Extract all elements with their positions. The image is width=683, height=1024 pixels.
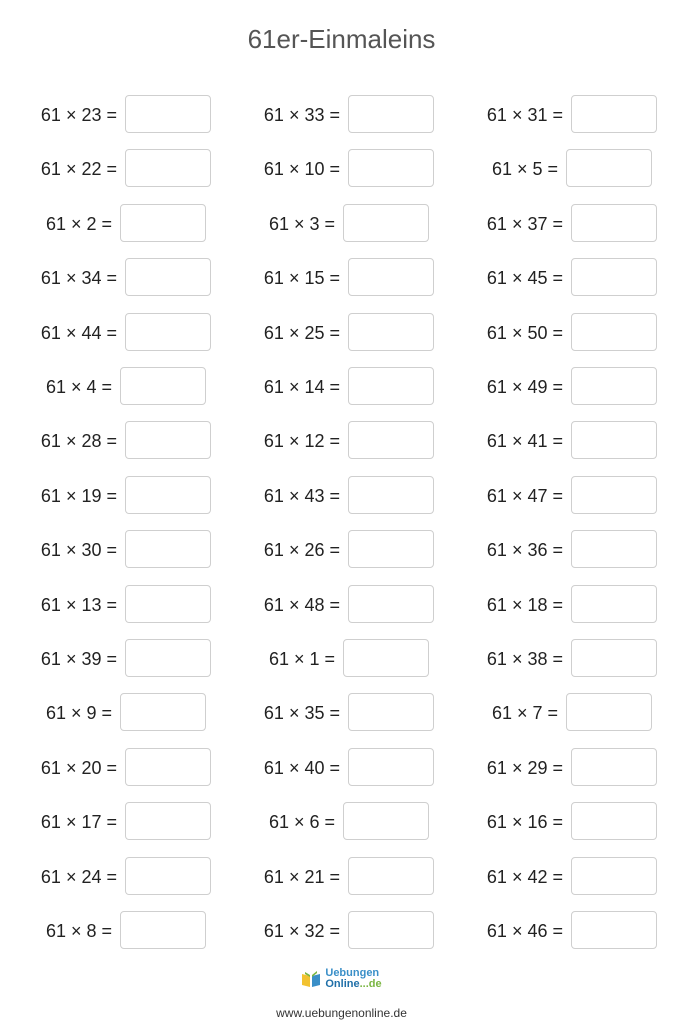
answer-input[interactable]	[343, 204, 429, 242]
answer-input[interactable]	[348, 95, 434, 133]
exercise-item	[11, 802, 211, 842]
exercise-expression: 61 × 30 =	[40, 540, 117, 560]
exercise-item	[11, 639, 211, 679]
exercise-item	[11, 421, 211, 461]
answer-input[interactable]	[571, 313, 657, 351]
answer-input[interactable]	[125, 585, 211, 623]
answer-input[interactable]	[348, 258, 434, 296]
exercise-item	[229, 639, 429, 679]
exercise-expression: 61 × 23 =	[40, 105, 117, 125]
exercise-expression: 61 × 37 =	[486, 214, 563, 234]
exercise-item	[457, 911, 657, 951]
exercise-expression: 61 × 34 =	[40, 268, 117, 288]
logo-line-1: Uebungen	[325, 967, 380, 979]
exercise-expression: 61 × 29 =	[486, 758, 563, 778]
exercise-item	[234, 149, 434, 189]
answer-input[interactable]	[125, 149, 211, 187]
answer-input[interactable]	[348, 693, 434, 731]
exercise-item	[234, 95, 434, 135]
answer-input[interactable]	[571, 748, 657, 786]
exercise-expression: 61 × 13 =	[40, 595, 117, 615]
exercise-expression: 61 × 4 =	[45, 377, 112, 397]
answer-input[interactable]	[348, 748, 434, 786]
exercise-expression: 61 × 31 =	[486, 105, 563, 125]
exercise-expression: 61 × 6 =	[268, 812, 335, 832]
answer-input[interactable]	[566, 149, 652, 187]
exercise-item	[11, 258, 211, 298]
exercise-item	[234, 530, 434, 570]
answer-input[interactable]	[571, 802, 657, 840]
exercise-expression: 61 × 46 =	[486, 921, 563, 941]
footer-url[interactable]: www.uebungenonline.de	[276, 1006, 407, 1020]
book-logo-icon	[301, 970, 321, 988]
answer-input[interactable]	[571, 258, 657, 296]
exercise-expression: 61 × 45 =	[486, 268, 563, 288]
exercise-expression: 61 × 5 =	[491, 159, 558, 179]
answer-input[interactable]	[125, 857, 211, 895]
exercise-item	[234, 367, 434, 407]
exercise-item	[452, 149, 652, 189]
exercise-expression: 61 × 44 =	[40, 323, 117, 343]
exercise-item	[11, 313, 211, 353]
exercise-item	[457, 585, 657, 625]
exercise-expression: 61 × 28 =	[40, 431, 117, 451]
exercise-expression: 61 × 40 =	[263, 758, 340, 778]
answer-input[interactable]	[571, 585, 657, 623]
exercise-expression: 61 × 47 =	[486, 486, 563, 506]
exercise-item	[11, 857, 211, 897]
exercise-expression: 61 × 9 =	[45, 703, 112, 723]
answer-input[interactable]	[125, 476, 211, 514]
exercise-expression: 61 × 2 =	[45, 214, 112, 234]
answer-input[interactable]	[120, 367, 206, 405]
exercise-item	[457, 95, 657, 135]
answer-input[interactable]	[571, 639, 657, 677]
exercise-expression: 61 × 17 =	[40, 812, 117, 832]
answer-input[interactable]	[348, 585, 434, 623]
exercise-item	[234, 421, 434, 461]
exercise-item	[234, 476, 434, 516]
exercise-expression: 61 × 14 =	[263, 377, 340, 397]
exercise-item	[457, 748, 657, 788]
exercise-expression: 61 × 43 =	[263, 486, 340, 506]
answer-input[interactable]	[125, 95, 211, 133]
exercise-item	[11, 530, 211, 570]
answer-input[interactable]	[348, 367, 434, 405]
exercise-expression: 61 × 15 =	[263, 268, 340, 288]
exercise-expression: 61 × 49 =	[486, 377, 563, 397]
answer-input[interactable]	[571, 367, 657, 405]
exercise-item	[6, 204, 206, 244]
answer-input[interactable]	[125, 313, 211, 351]
answer-input[interactable]	[125, 748, 211, 786]
answer-input[interactable]	[125, 421, 211, 459]
answer-input[interactable]	[125, 530, 211, 568]
answer-input[interactable]	[125, 802, 211, 840]
exercise-expression: 61 × 39 =	[40, 649, 117, 669]
exercise-item	[234, 748, 434, 788]
exercise-item	[234, 693, 434, 733]
answer-input[interactable]	[571, 476, 657, 514]
answer-input[interactable]	[348, 911, 434, 949]
exercise-expression: 61 × 10 =	[263, 159, 340, 179]
exercise-item	[457, 530, 657, 570]
exercise-expression: 61 × 48 =	[263, 595, 340, 615]
exercise-item	[11, 585, 211, 625]
answer-input[interactable]	[348, 421, 434, 459]
exercise-item	[234, 258, 434, 298]
answer-input[interactable]	[571, 530, 657, 568]
exercise-expression: 61 × 3 =	[268, 214, 335, 234]
exercise-item	[452, 693, 652, 733]
exercise-expression: 61 × 19 =	[40, 486, 117, 506]
exercise-item	[6, 693, 206, 733]
exercise-expression: 61 × 20 =	[40, 758, 117, 778]
exercise-expression: 61 × 33 =	[263, 105, 340, 125]
exercise-expression: 61 × 50 =	[486, 323, 563, 343]
answer-input[interactable]	[120, 693, 206, 731]
exercise-item	[11, 149, 211, 189]
answer-input[interactable]	[348, 476, 434, 514]
exercise-item	[234, 585, 434, 625]
exercise-item	[11, 476, 211, 516]
exercise-expression: 61 × 16 =	[486, 812, 563, 832]
exercise-item	[457, 204, 657, 244]
answer-input[interactable]	[571, 421, 657, 459]
logo-line-2: Online	[325, 978, 360, 990]
exercise-expression: 61 × 21 =	[263, 867, 340, 887]
answer-input[interactable]	[348, 857, 434, 895]
exercise-expression: 61 × 12 =	[263, 431, 340, 451]
answer-input[interactable]	[571, 857, 657, 895]
page-title: 61er-Einmaleins	[247, 24, 436, 54]
exercise-item	[6, 911, 206, 951]
exercise-item	[6, 367, 206, 407]
exercise-expression: 61 × 35 =	[263, 703, 340, 723]
exercise-expression: 61 × 1 =	[268, 649, 335, 669]
exercise-expression: 61 × 24 =	[40, 867, 117, 887]
exercise-item	[457, 313, 657, 353]
exercise-item	[234, 911, 434, 951]
exercise-item	[234, 313, 434, 353]
exercise-expression: 61 × 36 =	[486, 540, 563, 560]
exercise-expression: 61 × 32 =	[263, 921, 340, 941]
exercise-item	[457, 802, 657, 842]
exercise-item	[229, 204, 429, 244]
answer-input[interactable]	[125, 639, 211, 677]
logo-line-3: ...de	[359, 978, 382, 990]
exercise-expression: 61 × 22 =	[40, 159, 117, 179]
answer-input[interactable]	[125, 258, 211, 296]
exercise-item	[11, 95, 211, 135]
exercise-expression: 61 × 18 =	[486, 595, 563, 615]
answer-input[interactable]	[571, 911, 657, 949]
answer-input[interactable]	[120, 204, 206, 242]
answer-input[interactable]	[348, 149, 434, 187]
exercise-item	[11, 748, 211, 788]
exercise-expression: 61 × 8 =	[45, 921, 112, 941]
answer-input[interactable]	[566, 693, 652, 731]
exercise-item	[457, 367, 657, 407]
exercise-item	[457, 258, 657, 298]
exercise-item	[457, 421, 657, 461]
answer-input[interactable]	[571, 95, 657, 133]
exercise-expression: 61 × 25 =	[263, 323, 340, 343]
exercise-expression: 61 × 26 =	[263, 540, 340, 560]
answer-input[interactable]	[348, 313, 434, 351]
exercise-item	[457, 476, 657, 516]
exercise-item	[457, 857, 657, 897]
answer-input[interactable]	[343, 802, 429, 840]
answer-input[interactable]	[343, 639, 429, 677]
answer-input[interactable]	[348, 530, 434, 568]
answer-input[interactable]	[571, 204, 657, 242]
exercise-expression: 61 × 7 =	[491, 703, 558, 723]
answer-input[interactable]	[120, 911, 206, 949]
exercise-expression: 61 × 42 =	[486, 867, 563, 887]
exercise-item	[234, 857, 434, 897]
exercise-item	[229, 802, 429, 842]
exercise-expression: 61 × 38 =	[486, 649, 563, 669]
exercise-expression: 61 × 41 =	[486, 431, 563, 451]
site-logo	[0, 968, 683, 990]
exercise-item	[457, 639, 657, 679]
